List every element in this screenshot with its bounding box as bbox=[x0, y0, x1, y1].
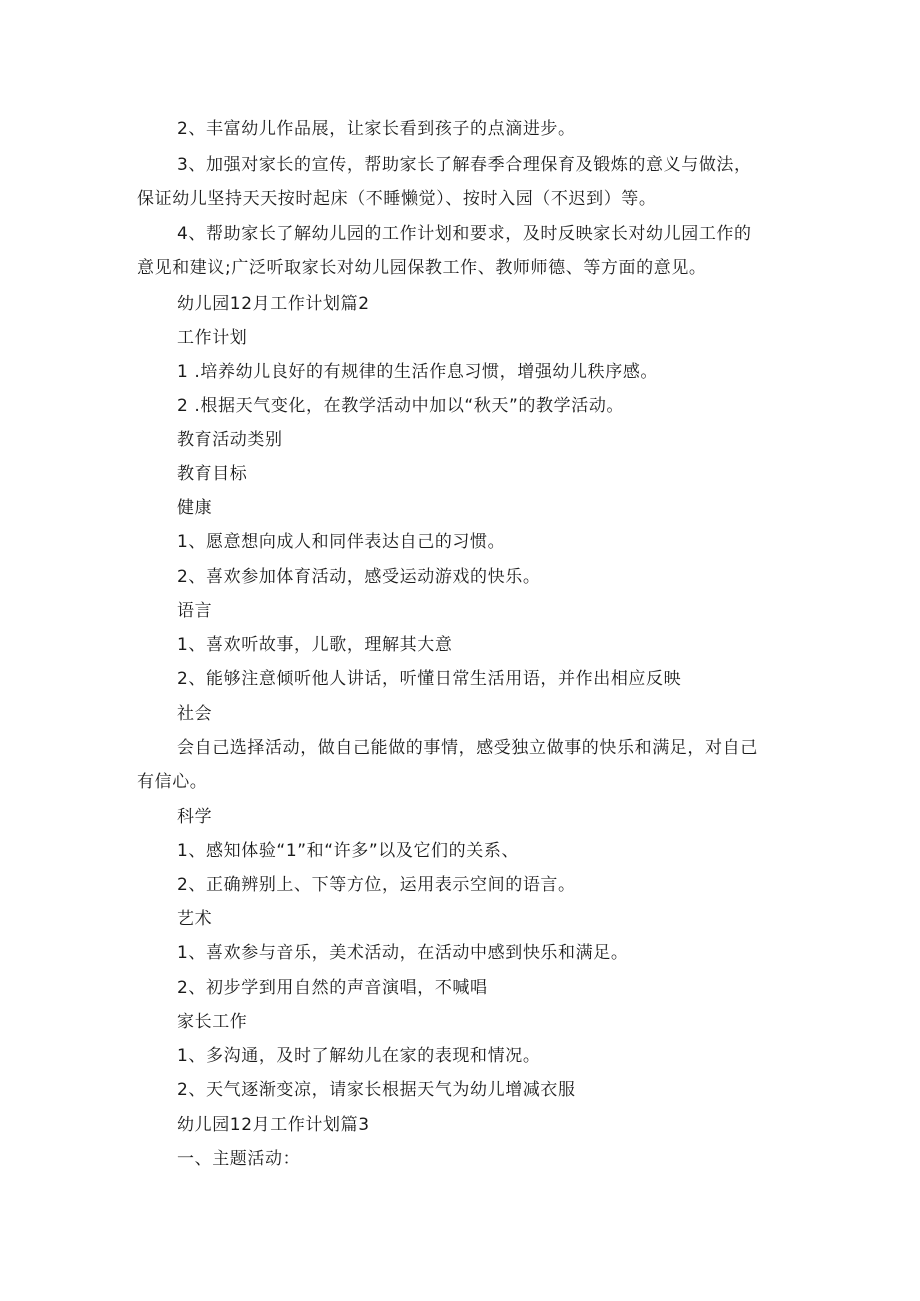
category-label: 健康 bbox=[177, 498, 213, 518]
paragraph-line: 3、加强对家长的宣传，帮助家长了解春季合理保育及锻炼的意义与做法， bbox=[177, 155, 752, 175]
paragraph-line: 1、喜欢听故事，儿歌，理解其大意 bbox=[177, 635, 453, 655]
category-label: 艺术 bbox=[177, 909, 213, 929]
subheading: 教育活动类别 bbox=[177, 430, 283, 450]
paragraph-line: 2、丰富幼儿作品展，让家长看到孩子的点滴进步。 bbox=[177, 119, 576, 139]
paragraph-line: 有信心。 bbox=[137, 772, 208, 792]
section-heading: 幼儿园12月工作计划篇2 bbox=[177, 294, 370, 314]
paragraph-line: 1 .培养幼儿良好的有规律的生活作息习惯，增强幼儿秩序感。 bbox=[177, 362, 659, 382]
paragraph-line: 1、愿意想向成人和同伴表达自己的习惯。 bbox=[177, 532, 506, 552]
subheading: 一、主题活动： bbox=[177, 1149, 301, 1169]
subheading: 教育目标 bbox=[177, 464, 248, 484]
paragraph-line: 4、帮助家长了解幼儿园的工作计划和要求，及时反映家长对幼儿园工作的 bbox=[177, 224, 752, 244]
paragraph-line: 2、天气逐渐变凉，请家长根据天气为幼儿增减衣服 bbox=[177, 1080, 576, 1100]
category-label: 社会 bbox=[177, 704, 213, 724]
subheading: 工作计划 bbox=[177, 328, 248, 348]
paragraph-line: 2 .根据天气变化，在教学活动中加以“秋天”的教学活动。 bbox=[177, 396, 625, 416]
section-heading: 幼儿园12月工作计划篇3 bbox=[177, 1115, 370, 1135]
paragraph-line: 2、正确辨别上、下等方位，运用表示空间的语言。 bbox=[177, 875, 576, 895]
paragraph-line: 保证幼儿坚持天天按时起床（不睡懒觉）、按时入园（不迟到）等。 bbox=[137, 189, 657, 209]
paragraph-line: 2、喜欢参加体育活动，感受运动游戏的快乐。 bbox=[177, 567, 541, 587]
paragraph-line: 会自己选择活动，做自己能做的事情，感受独立做事的快乐和满足，对自己 bbox=[177, 738, 758, 758]
category-label: 科学 bbox=[177, 807, 213, 827]
paragraph-line: 1、多沟通，及时了解幼儿在家的表现和情况。 bbox=[177, 1046, 541, 1066]
paragraph-line: 2、能够注意倾听他人讲话，听懂日常生活用语，并作出相应反映 bbox=[177, 669, 682, 689]
paragraph-line: 1、喜欢参与音乐，美术活动，在活动中感到快乐和满足。 bbox=[177, 943, 629, 963]
category-label: 语言 bbox=[177, 601, 213, 621]
paragraph-line: 1、感知体验“1”和“许多”以及它们的关系、 bbox=[177, 841, 520, 861]
paragraph-line: 意见和建议;广泛听取家长对幼儿园保教工作、教师师德、等方面的意见。 bbox=[137, 258, 707, 278]
paragraph-line: 2、初步学到用自然的声音演唱，不喊唱 bbox=[177, 978, 488, 998]
category-label: 家长工作 bbox=[177, 1012, 248, 1032]
